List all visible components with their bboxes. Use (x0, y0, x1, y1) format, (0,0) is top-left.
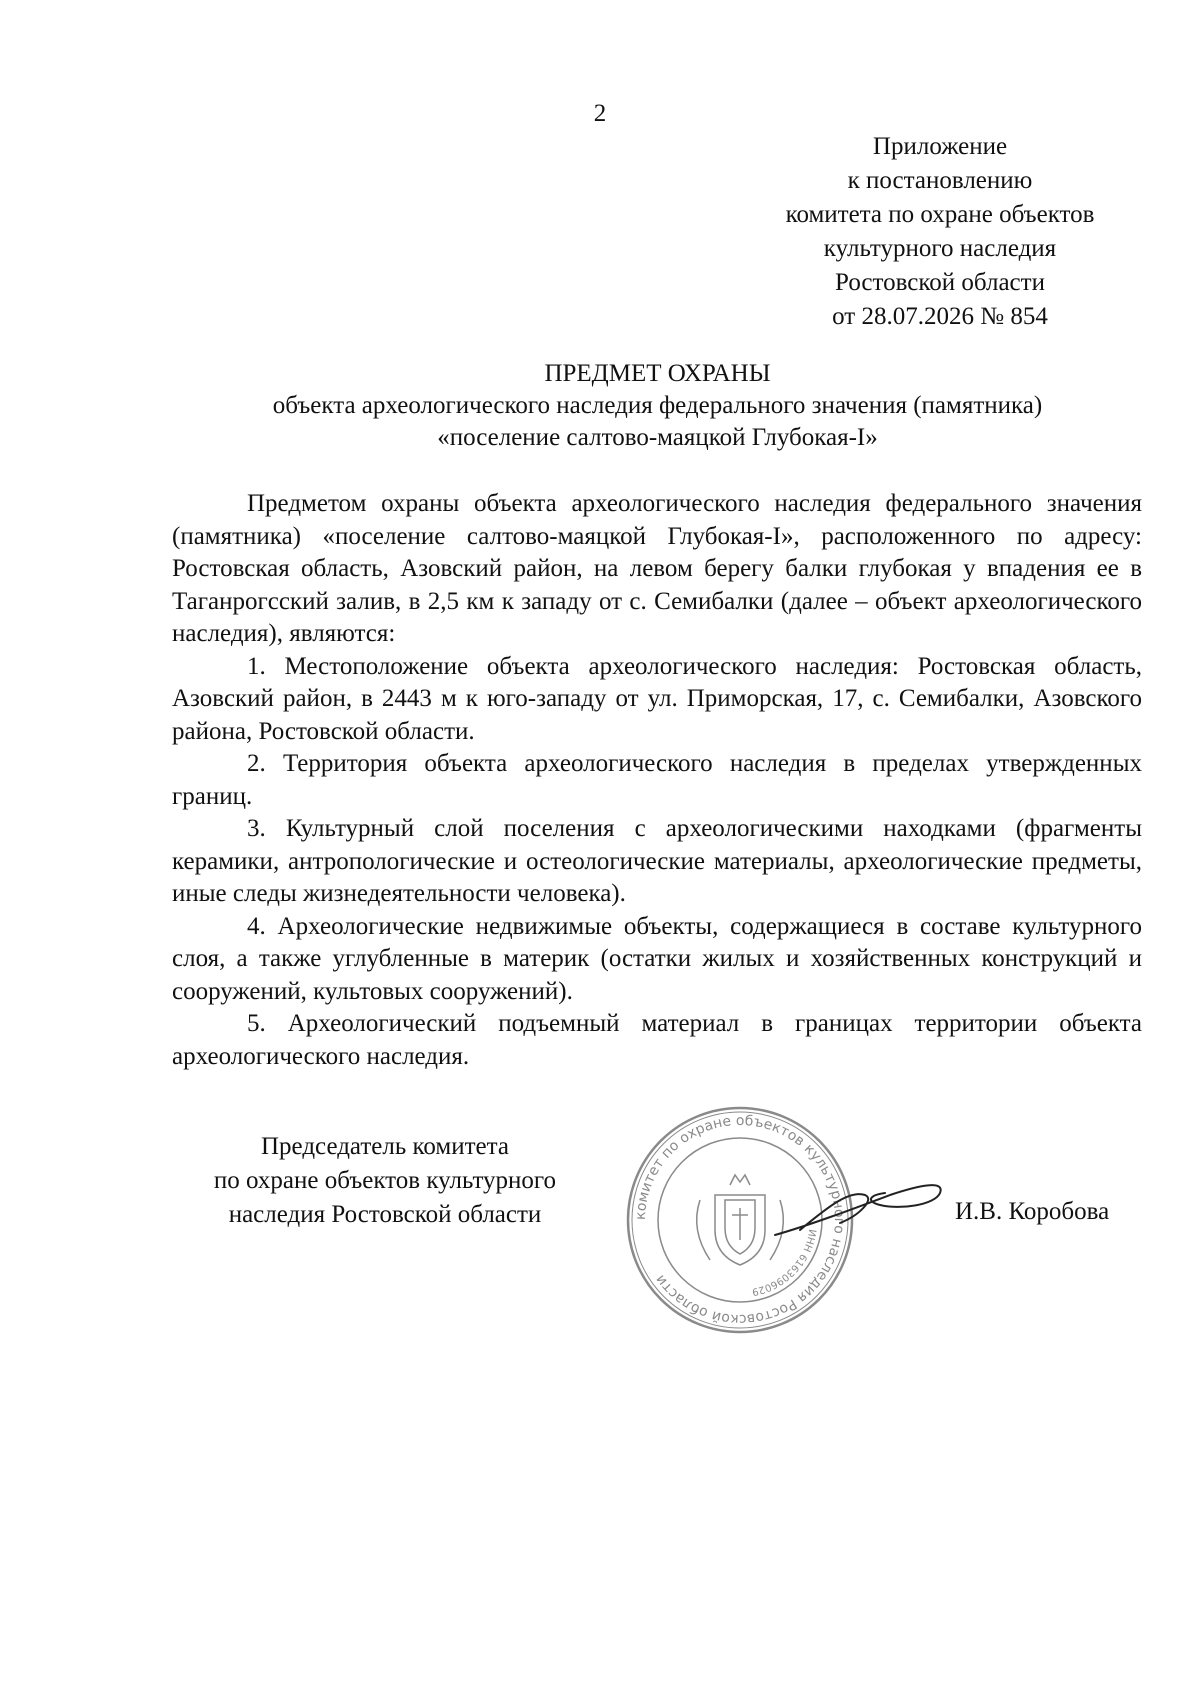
list-item: 5. Археологический подъемный материал в границах территории объекта археологического наследия. (172, 1010, 1142, 1070)
document-heading (170, 358, 1145, 454)
heading-subtitle: «поселение салтово-маяцкой Глубокая-I» (437, 424, 878, 451)
approval-line: от 28.07.2026 № 854 (832, 303, 1048, 330)
list-item: 3. Культурный слой поселения с археологическими находками (фрагменты керамики, антропологические и остеологические материалы, археологические предметы, иные следы жизнедеятельности человека). (172, 815, 1142, 907)
list-item: 2. Территория объекта археологического наследия в пределах утвержденных границ. (172, 750, 1142, 810)
approval-line: Приложение (872, 133, 1008, 160)
seal-outer-text: комитет по охране объектов культурного наследия Ростовской области (632, 1112, 848, 1328)
signatory-name: И.В. Коробова (955, 1198, 1110, 1225)
approval-line: культурного наследия (823, 235, 1057, 262)
handwritten-signature (770, 1165, 950, 1255)
heading-title: ПРЕДМЕТ ОХРАНЫ (544, 360, 771, 387)
approval-line: к постановлению (847, 167, 1033, 194)
approval-line: комитета по охране объектов (785, 201, 1095, 228)
seal-inner-text: ИНН 6163096029 (750, 1228, 818, 1297)
signatory-position (175, 1130, 595, 1232)
heading-subtitle: объекта археологического наследия федерального значения (памятника) (272, 392, 1043, 419)
position-line: по охране объектов культурного (213, 1167, 557, 1194)
list-item: 1. Местоположение объекта археологического наследия: Ростовская область, Азовский район, в 2443 м к юго-западу от ул. Приморская, 17, с. Семибалки, Азовского района, Ростовской области. (172, 652, 1142, 745)
approval-line: Ростовской области (835, 269, 1045, 296)
position-line: Председатель комитета (261, 1133, 509, 1160)
intro-paragraph: Предметом охраны объекта археологического наследия федерального значения (памятника) «поселение салтово-маяцкой Глубокая-I», расположенного по адресу: Ростовская область, Азовский район, на левом берегу балки глубокая у впадения ее в Таганрогсский залив, в 2,5 км к западу от с. Семибалки (далее – объект археологического наследия), являются: (172, 490, 1142, 647)
list-item: 4. Археологические недвижимые объекты, содержащиеся в составе культурного слоя, а также углубленные в материк (остатки жилых и хозяйственных конструкций и сооружений, культовых сооружений). (172, 912, 1142, 1005)
position-line: наследия Ростовской области (228, 1201, 542, 1228)
body-text (172, 488, 1142, 1073)
page-number: 2 (593, 100, 607, 127)
approval-block (730, 130, 1150, 334)
